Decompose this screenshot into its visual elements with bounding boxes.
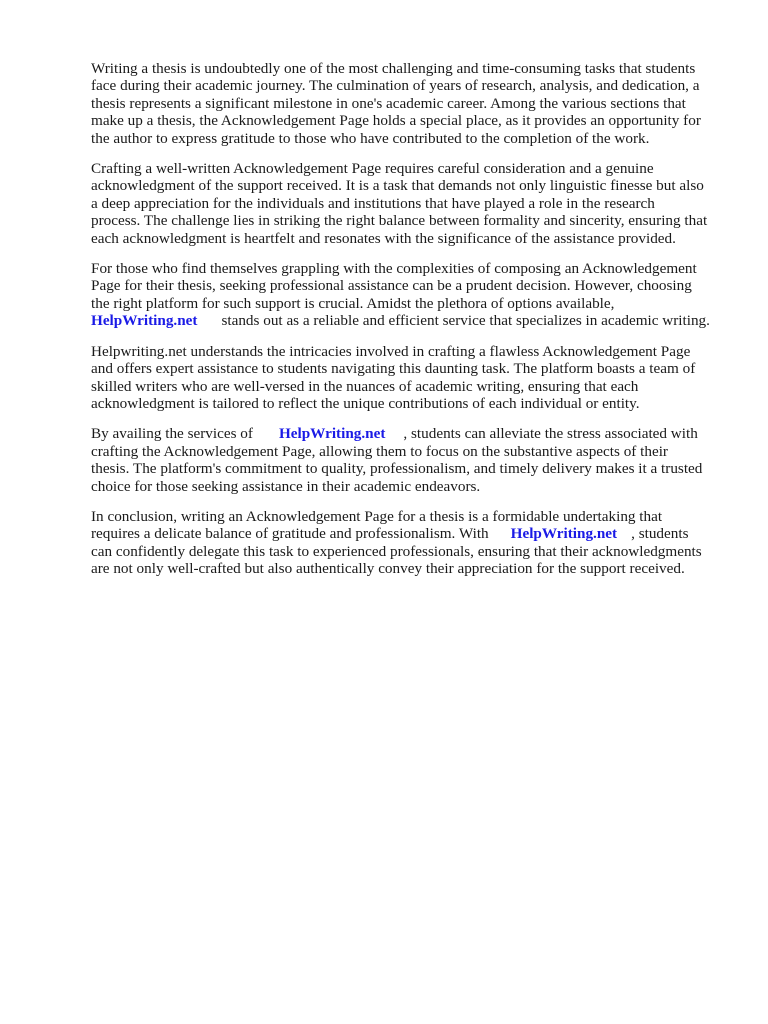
text-line: acknowledgment is tailored to reflect the unique contributions of each individual or entity. bbox=[91, 394, 640, 412]
paragraph-intro bbox=[91, 60, 731, 147]
text-line-with-link bbox=[91, 525, 731, 542]
paragraph-conclusion bbox=[91, 508, 731, 578]
text-line: Helpwriting.net understands the intricacies involved in crafting a flawless Acknowledgement Page bbox=[91, 342, 691, 360]
paragraph-services bbox=[91, 425, 731, 495]
link-lead-text: requires a delicate balance of gratitude and professionalism. With bbox=[91, 525, 489, 543]
helpwriting-link[interactable]: HelpWriting.net bbox=[510, 525, 618, 543]
text-line: choice for those seeking assistance in their academic endeavors. bbox=[91, 477, 481, 495]
text-line: a deep appreciation for the individuals and institutions that have played a role in the research bbox=[91, 194, 655, 212]
paragraph-crafting bbox=[91, 160, 731, 247]
text-line-with-link bbox=[91, 425, 731, 442]
text-line: Page for their thesis, seeking professional assistance can be a prudent decision. However, choosing bbox=[91, 277, 692, 295]
helpwriting-link[interactable]: HelpWriting.net bbox=[91, 312, 198, 330]
link-lead-text: By availing the services of bbox=[91, 425, 253, 443]
text-line: crafting the Acknowledgement Page, allowing them to focus on the substantive aspects of their bbox=[91, 442, 668, 460]
text-line: can confidently delegate this task to experienced professionals, ensuring that their acknowledgments bbox=[91, 542, 702, 560]
text-line: process. The challenge lies in striking the right balance between formality and sincerity, ensuring that bbox=[91, 212, 708, 230]
paragraph-helpwriting bbox=[91, 343, 731, 413]
text-line: acknowledgment of the support received. It is a task that demands not only linguistic finesse but also bbox=[91, 177, 704, 195]
text-line: the right platform for such support is crucial. Amidst the plethora of options available, bbox=[91, 294, 615, 312]
link-tail-text: , students bbox=[631, 525, 689, 543]
text-line: the author to express gratitude to those who have contributed to the completion of the work. bbox=[91, 129, 650, 147]
text-line: thesis represents a significant milestone in one's academic career. Among the various sections that bbox=[91, 94, 686, 112]
text-line: Crafting a well-written Acknowledgement Page requires careful consideration and a genuine bbox=[91, 160, 654, 178]
text-line: For those who find themselves grappling with the complexities of composing an Acknowledgement bbox=[91, 260, 697, 278]
text-line: are not only well-crafted but also authentically convey their appreciation for the support received. bbox=[91, 560, 685, 578]
text-line: Writing a thesis is undoubtedly one of the most challenging and time-consuming tasks that students bbox=[91, 60, 696, 77]
text-line: make up a thesis, the Acknowledgement Page holds a special place, as it provides an opportunity for bbox=[91, 112, 701, 130]
text-line: skilled writers who are well-versed in the nuances of academic writing, ensuring that each bbox=[91, 377, 639, 395]
document-page bbox=[91, 60, 731, 591]
link-tail-text: , students can alleviate the stress associated with bbox=[403, 425, 698, 443]
text-line: thesis. The platform's commitment to quality, professionalism, and timely delivery makes it a trusted bbox=[91, 460, 703, 478]
helpwriting-link[interactable]: HelpWriting.net bbox=[278, 425, 386, 443]
text-line-with-link bbox=[91, 312, 731, 329]
text-line: each acknowledgment is heartfelt and resonates with the significance of the assistance provided. bbox=[91, 229, 676, 247]
text-line: face during their academic journey. The culmination of years of research, analysis, and dedication, a bbox=[91, 77, 700, 95]
text-line: In conclusion, writing an Acknowledgement Page for a thesis is a formidable undertaking that bbox=[91, 507, 663, 525]
text-line: and offers expert assistance to students navigating this daunting task. The platform boasts a team of bbox=[91, 360, 696, 378]
link-tail-text: stands out as a reliable and efficient service that specializes in academic writing. bbox=[221, 312, 710, 330]
paragraph-platform bbox=[91, 260, 731, 330]
